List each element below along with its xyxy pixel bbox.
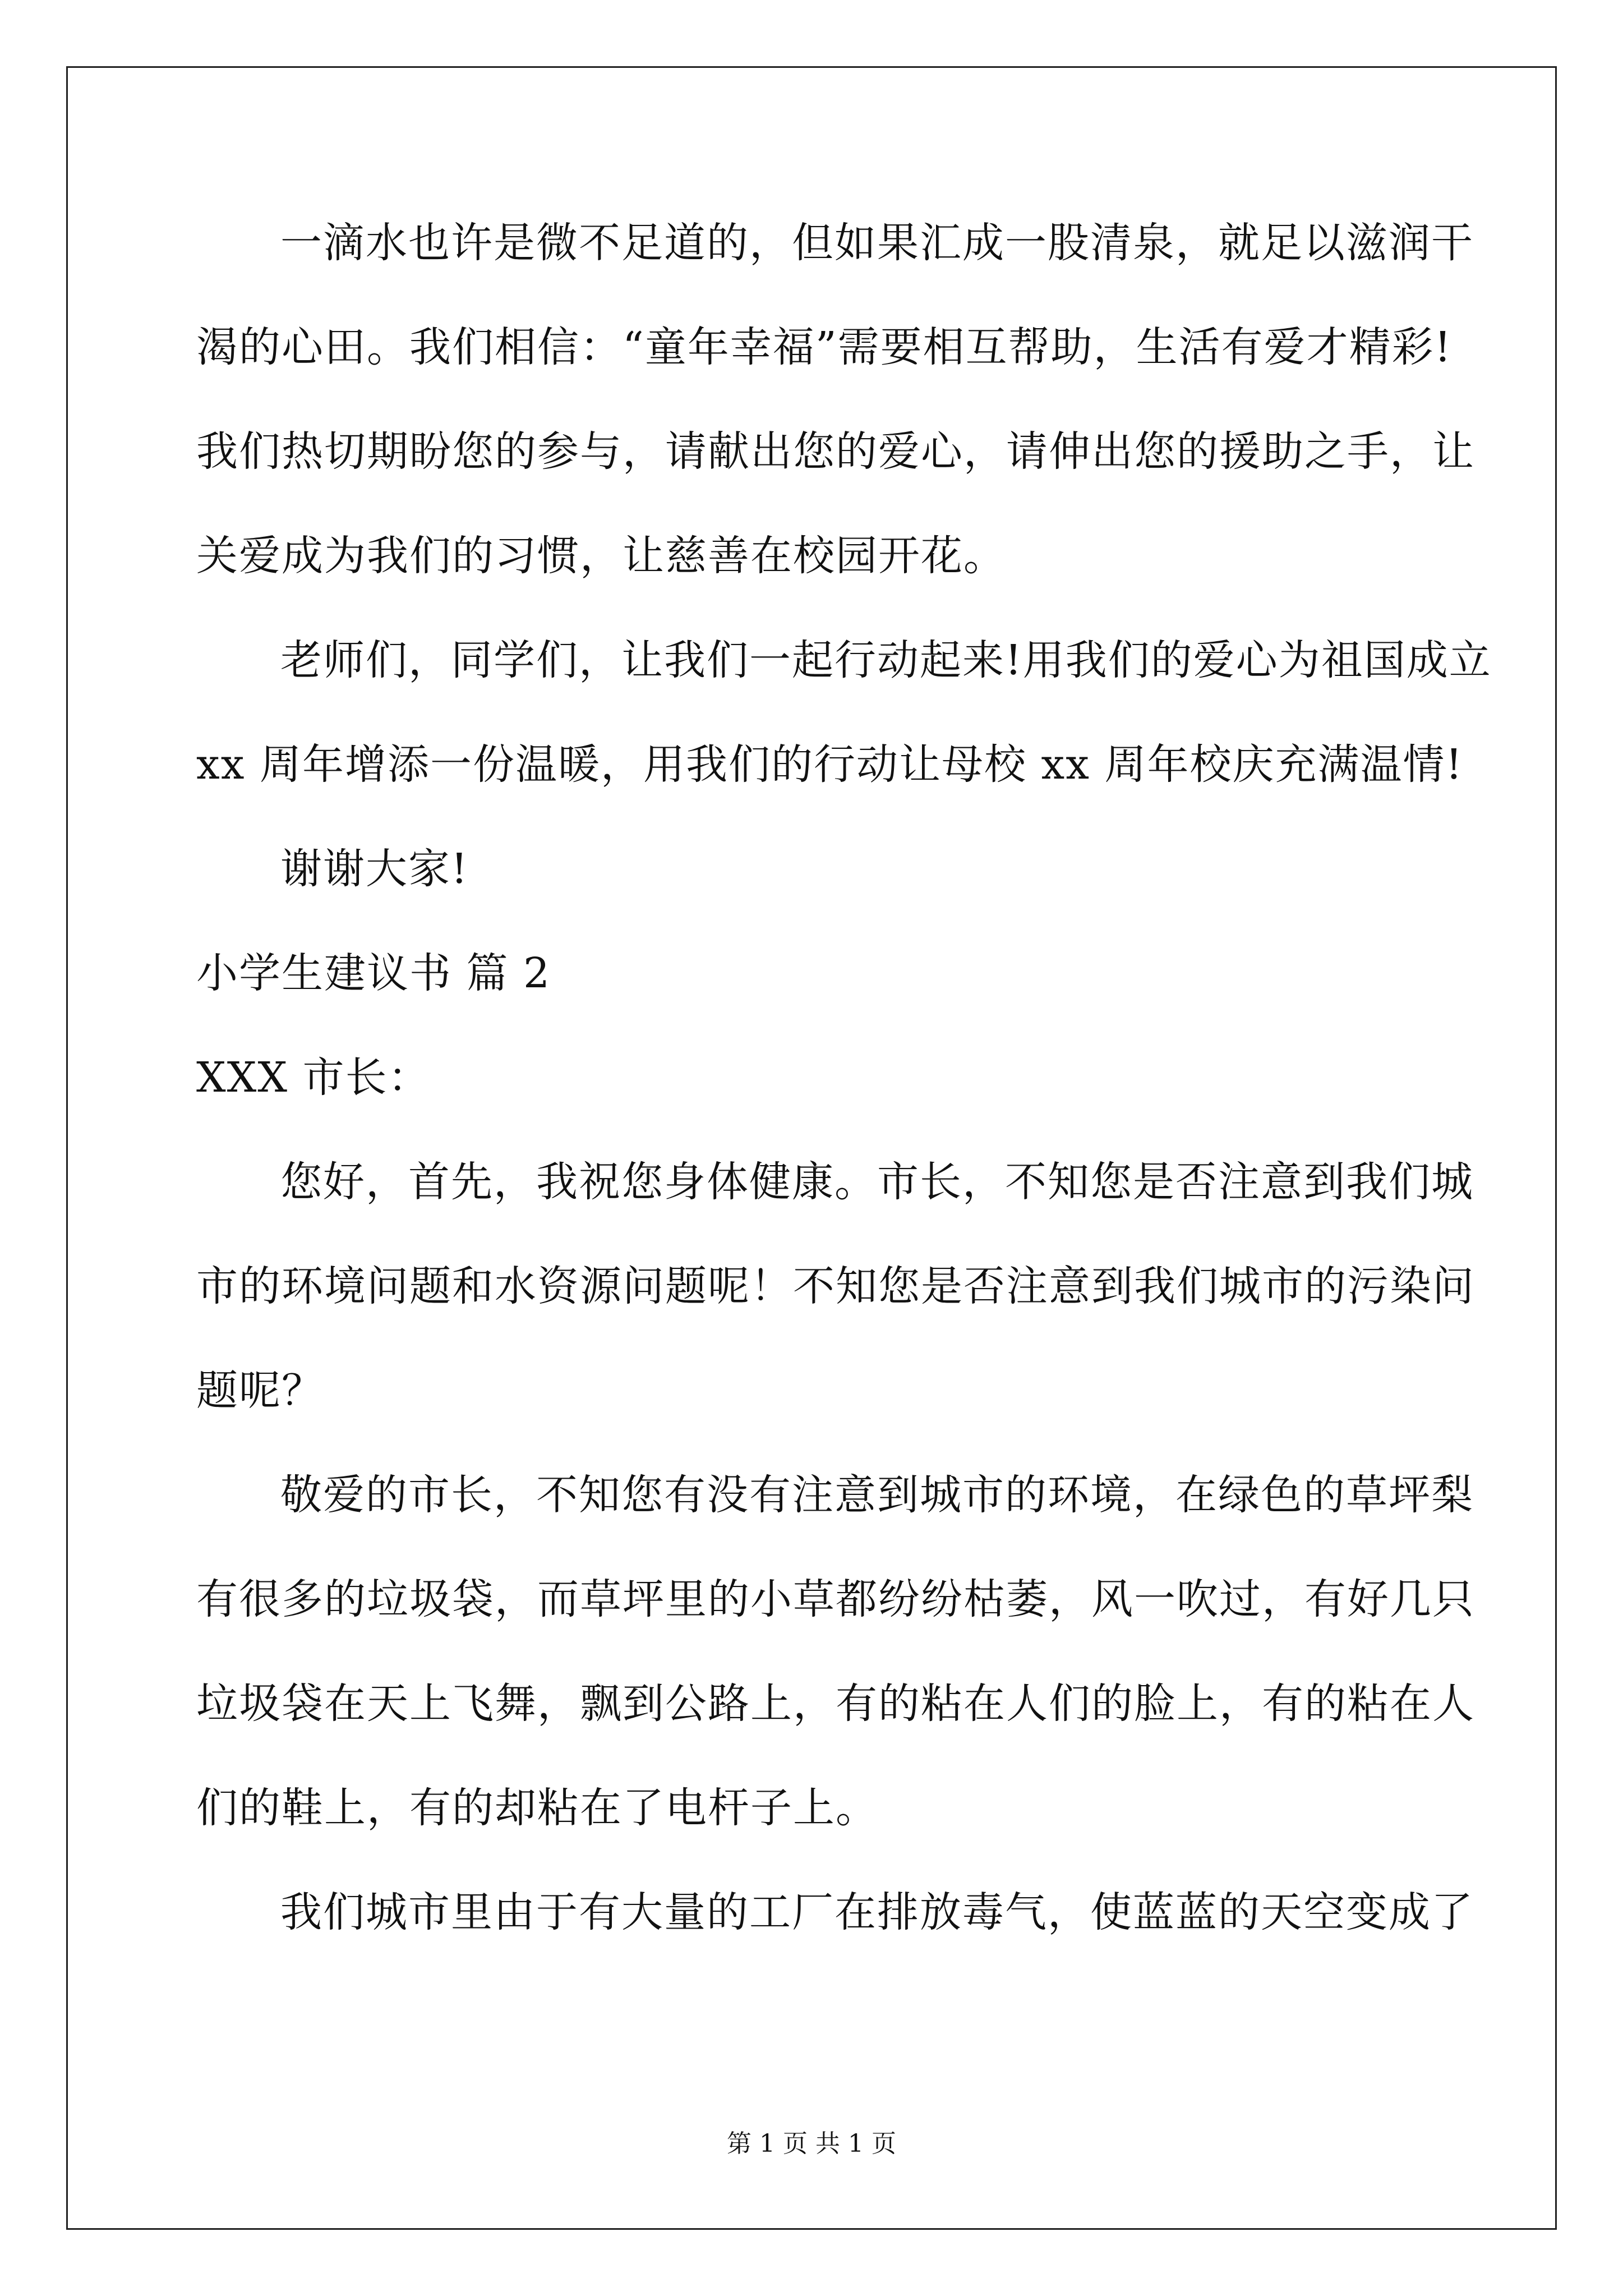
section-title: 小学生建议书 篇 2: [196, 949, 551, 997]
text-line: 渴的心田。我们相信：“童年幸福”需要相互帮助，生活有爱才精彩!: [196, 323, 1453, 371]
text-line: 您好，首先，我祝您身体健康。市长，不知您是否注意到我们城: [280, 1158, 1474, 1206]
text-line: 敬爱的市长，不知您有没有注意到城市的环境，在绿色的草坪梨: [280, 1471, 1474, 1519]
text-line: 谢谢大家!: [280, 845, 469, 893]
text-line: 们的鞋上，有的却粘在了电杆子上。: [196, 1784, 878, 1832]
text-line: 题呢？: [196, 1366, 324, 1415]
text-line: 关爱成为我们的习惯，让慈善在校园开花。: [196, 532, 1006, 580]
text-line: 有很多的垃圾袋，而草坪里的小草都纷纷枯萎，风一吹过，有好几只: [196, 1575, 1475, 1623]
salutation: XXX 市长：: [196, 1053, 431, 1102]
text-line: 我们城市里由于有大量的工厂在排放毒气，使蓝蓝的天空变成了: [280, 1888, 1474, 1936]
text-line: 垃圾袋在天上飞舞，飘到公路上，有的粘在人们的脸上，有的粘在人: [196, 1680, 1475, 1728]
text-line: 老师们，同学们，让我们一起行动起来!用我们的爱心为祖国成立: [280, 636, 1492, 684]
text-line: 市的环境问题和水资源问题呢！不知您是否注意到我们城市的污染问: [196, 1262, 1475, 1310]
page-footer: 第 1 页 共 1 页: [727, 2129, 896, 2158]
text-line: 我们热切期盼您的参与，请献出您的爱心，请伸出您的援助之手，让: [196, 427, 1475, 476]
text-line: 一滴水也许是微不足道的，但如果汇成一股清泉，就足以滋润干: [280, 219, 1474, 267]
text-line: xx 周年增添一份温暖，用我们的行动让母校 xx 周年校庆充满温情!: [196, 740, 1464, 789]
